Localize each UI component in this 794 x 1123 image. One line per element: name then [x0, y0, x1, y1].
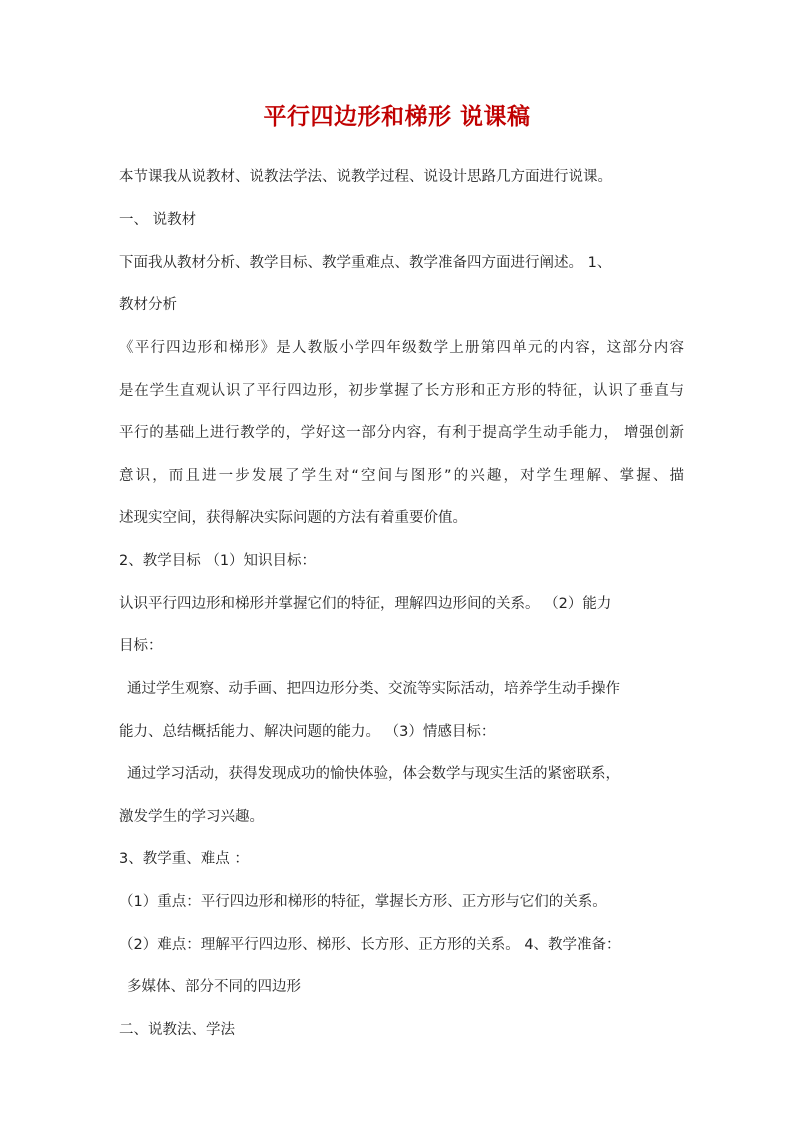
paragraph-line: 《平行四边形和梯形》是人教版小学四年级数学上册第四单元的内容，这部分内容 [119, 340, 684, 356]
paragraph-line: 下面我从教材分析、教学目标、教学重难点、教学准备四方面进行阐述。 1、 [119, 255, 612, 271]
paragraph-line: 3、教学重、难点 ： [119, 851, 249, 867]
document-title: 平行四边形和梯形 说课稿 [263, 103, 531, 130]
paragraph-line: 通过学生观察、动手画、把四边形分类、交流等实际活动，培养学生动手操作 [127, 681, 620, 697]
paragraph-line: 意识，而且进一步发展了学生对“空间与图形”的兴趣，对学生理解、掌握、描 [119, 468, 684, 484]
paragraph-line: 目标： [119, 638, 163, 654]
section-heading-1: 一、 说教材 [119, 212, 197, 228]
paragraph-line: 教材分析 [119, 297, 177, 313]
section-heading-2: 二、说教法、学法 [119, 1022, 235, 1038]
paragraph-line: 平行的基础上进行教学的，学好这一部分内容，有利于提高学生动手能力， 增强创新 [119, 425, 684, 441]
paragraph-line: 述现实空间，获得解决实际问题的方法有着重要价值。 [119, 510, 467, 526]
paragraph-line: 认识平行四边形和梯形并掌握它们的特征，理解四边形间的关系。 （2）能力 [119, 596, 612, 612]
paragraph-line: 能力、总结概括能力、解决问题的能力。 （3）情感目标： [119, 724, 496, 740]
paragraph-line: （2）难点：理解平行四边形、梯形、长方形、正方形的关系。 4、教学准备： [119, 937, 621, 953]
paragraph-line: 激发学生的学习兴趣。 [119, 809, 264, 825]
intro-paragraph: 本节课我从说教材、说教法学法、说教学过程、说设计思路几方面进行说课。 [119, 169, 612, 185]
paragraph-line: 多媒体、部分不同的四边形 [127, 979, 301, 995]
paragraph-line: （1）重点：平行四边形和梯形的特征，掌握长方形、正方形与它们的关系。 [119, 894, 607, 910]
paragraph-line: 2、教学目标 （1）知识目标： [119, 553, 317, 569]
paragraph-line: 是在学生直观认识了平行四边形，初步掌握了长方形和正方形的特征，认识了垂直与 [119, 383, 684, 399]
paragraph-line: 通过学习活动，获得发现成功的愉快体验，体会数学与现实生活的紧密联系， [127, 766, 620, 782]
